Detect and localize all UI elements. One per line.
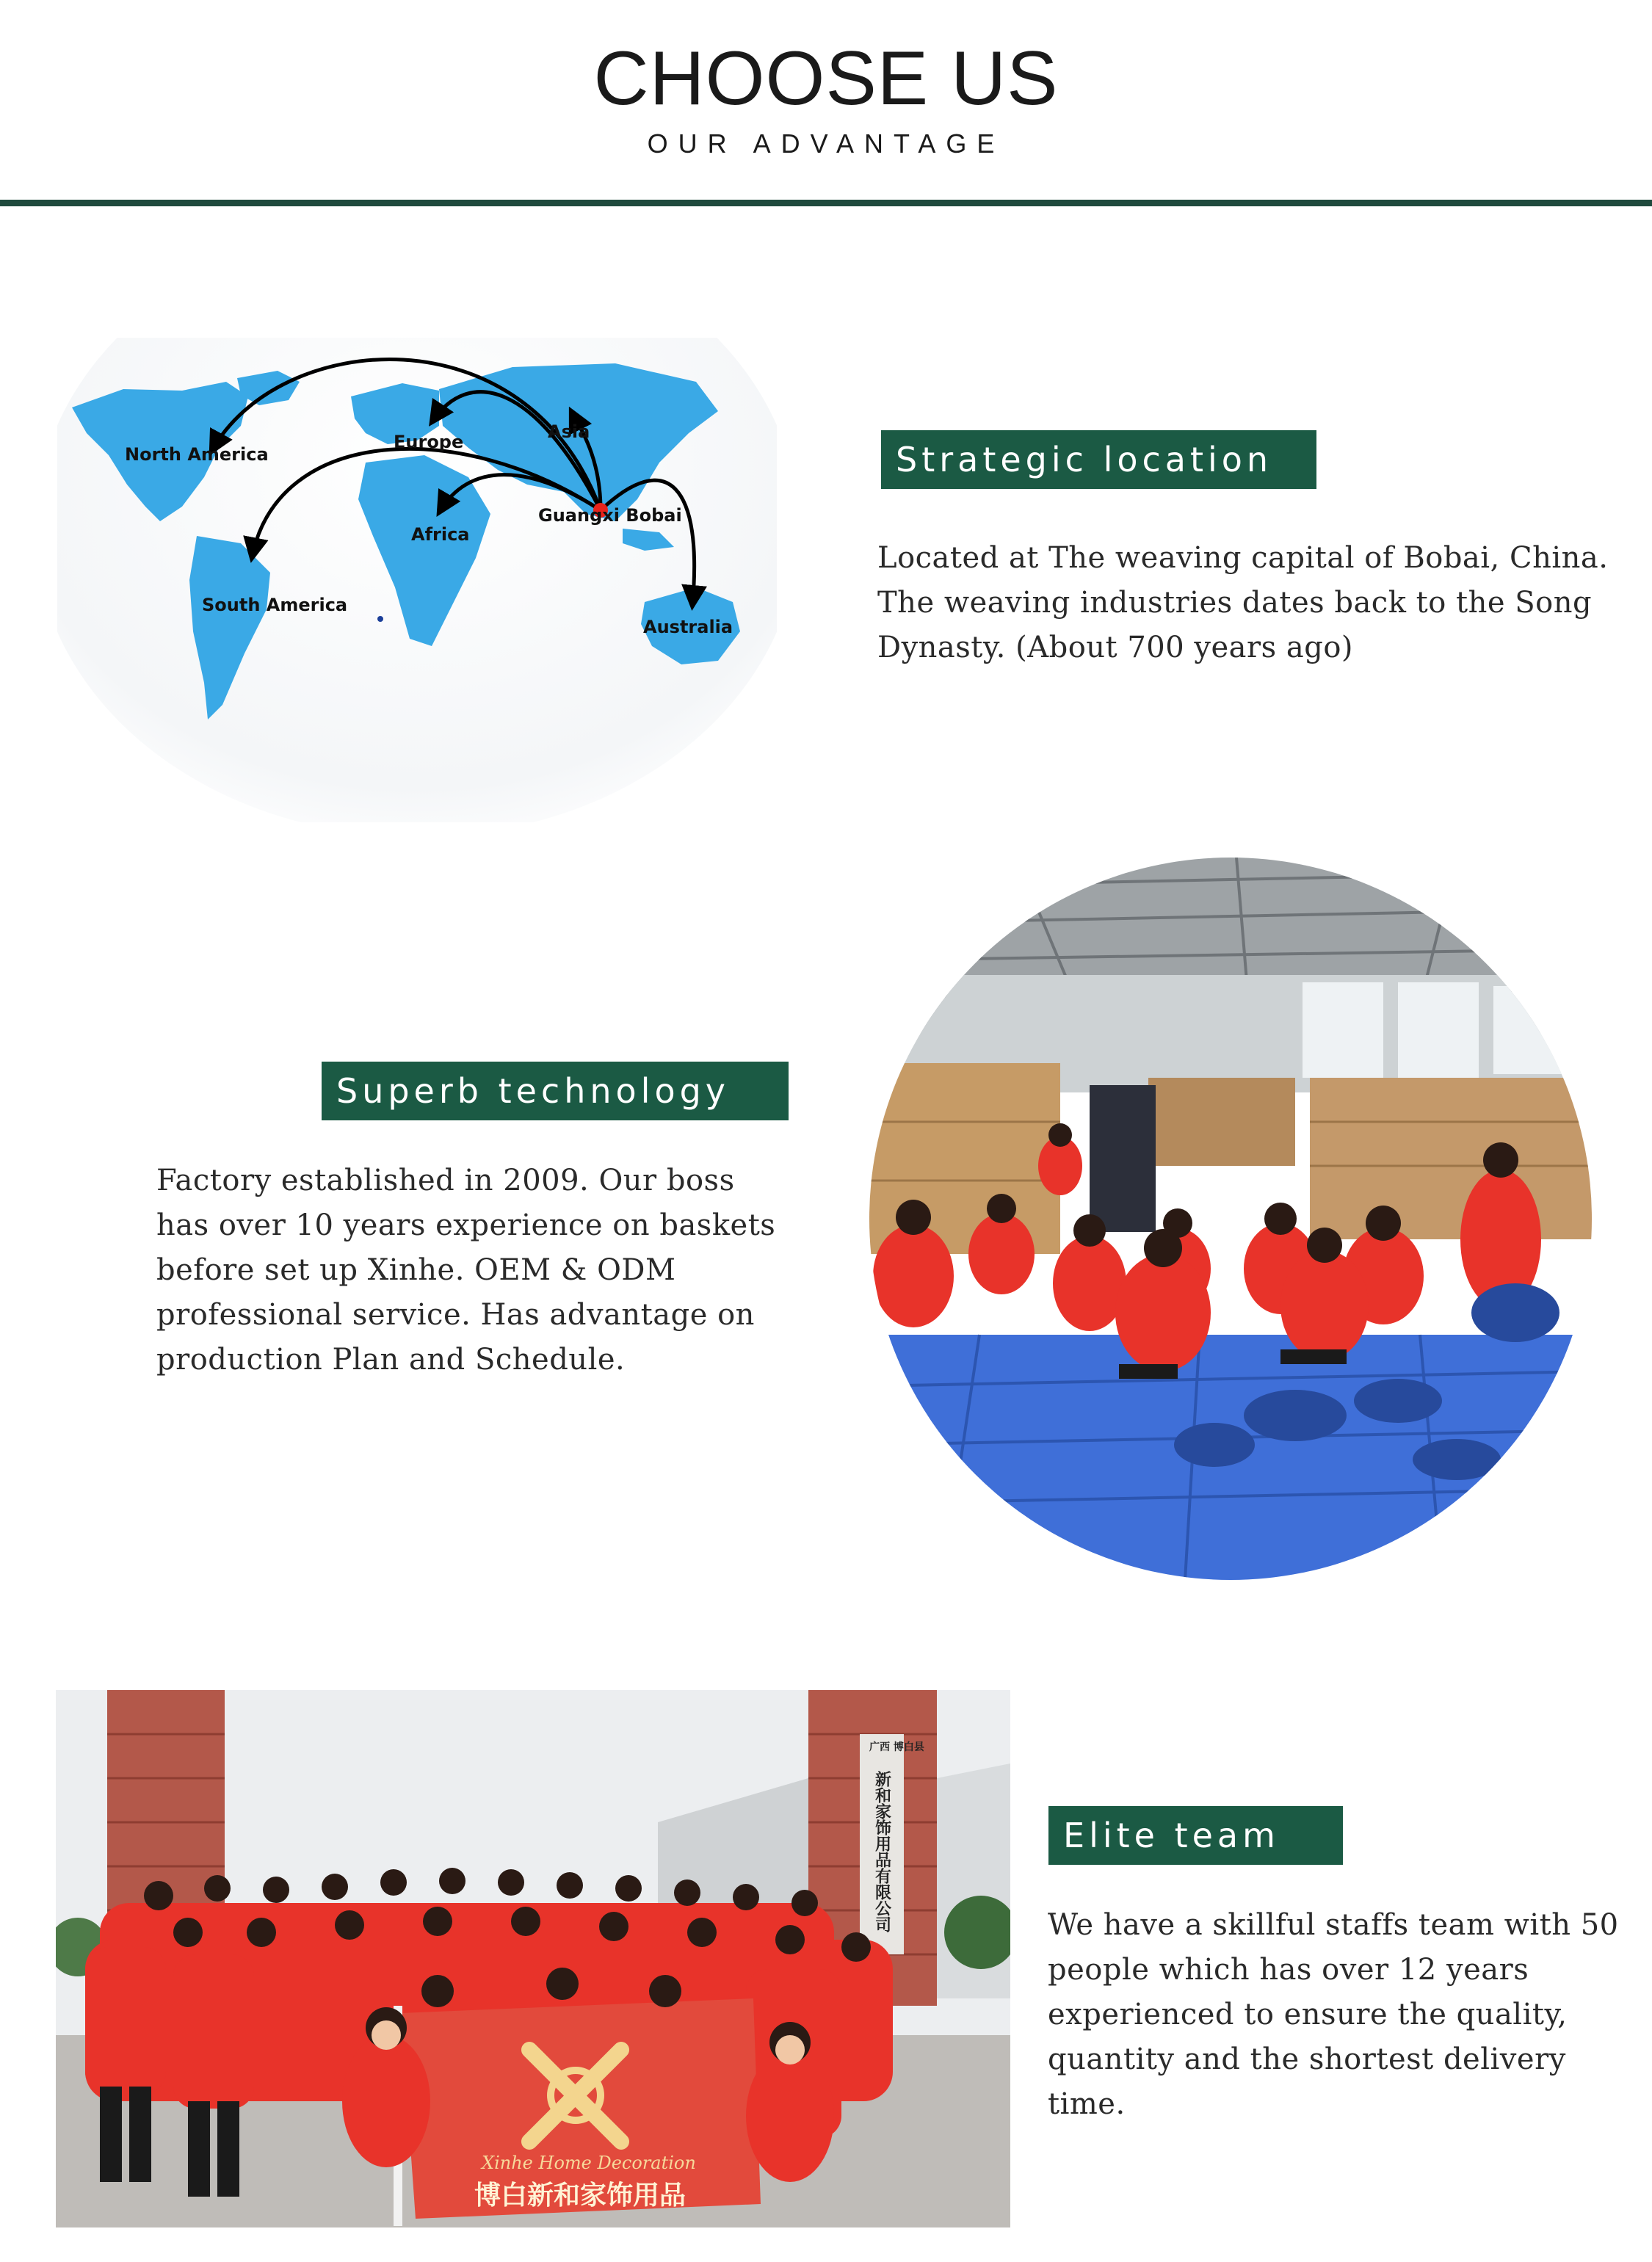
flag-brand-text: Xinhe Home Decoration [482, 2153, 696, 2173]
team-group-photo [56, 1690, 1010, 2227]
page-subtitle: OUR ADVANTAGE [647, 128, 1005, 159]
text-line: people which has over 12 years [1048, 1953, 1529, 1987]
world-map-image [57, 338, 777, 822]
text-line: quantity and the shortest delivery time. [1048, 2042, 1566, 2121]
strategic-location-text [877, 536, 1626, 670]
map-label-north-america: North America [125, 444, 269, 465]
text-line: production Plan and Schedule. [156, 1343, 626, 1377]
text-line: Located at The weaving capital of Bobai, China. [877, 541, 1609, 575]
superb-technology-text [156, 1159, 861, 1382]
map-label-europe: Europe [394, 432, 464, 452]
factory-workshop-photo [869, 858, 1592, 1580]
plaque-small-text: 广西 博白县 [869, 1741, 924, 1753]
map-label-australia: Australia [643, 617, 733, 637]
map-label-africa: Africa [411, 524, 470, 545]
elite-team-text [1048, 1903, 1642, 2127]
text-line: We have a skillful staffs team with 50 [1048, 1908, 1619, 1942]
map-label-origin: Guangxi Bobai [538, 505, 682, 526]
text-line: The weaving industries dates back to the Song [877, 586, 1593, 620]
text-line: professional service. Has advantage on [156, 1298, 755, 1332]
header-divider [0, 200, 1652, 206]
map-label-south-america: South America [202, 595, 348, 615]
superb-technology-heading: Superb technology [322, 1062, 789, 1120]
world-map-graphic [57, 338, 777, 822]
text-line: Factory established in 2009. Our boss [156, 1164, 735, 1197]
text-line: experienced to ensure the quality, [1048, 1998, 1568, 2031]
text-line: Dynasty. (About 700 years ago) [877, 631, 1354, 664]
map-label-asia: Asia [548, 421, 590, 442]
elite-team-heading: Elite team [1048, 1806, 1343, 1865]
text-line: before set up Xinhe. OEM & ODM [156, 1253, 676, 1287]
page-title: CHOOSE US [593, 36, 1059, 121]
strategic-location-heading: Strategic location [881, 430, 1316, 489]
text-line: has over 10 years experience on baskets [156, 1208, 776, 1242]
factory-photo-graphic [869, 858, 1592, 1580]
flag-chinese-text: 博白新和家饰用品 [474, 2181, 686, 2211]
plaque-main-text: 新和家饰用品有限公司 [872, 1771, 891, 1932]
team-photo-graphic [56, 1690, 1010, 2227]
